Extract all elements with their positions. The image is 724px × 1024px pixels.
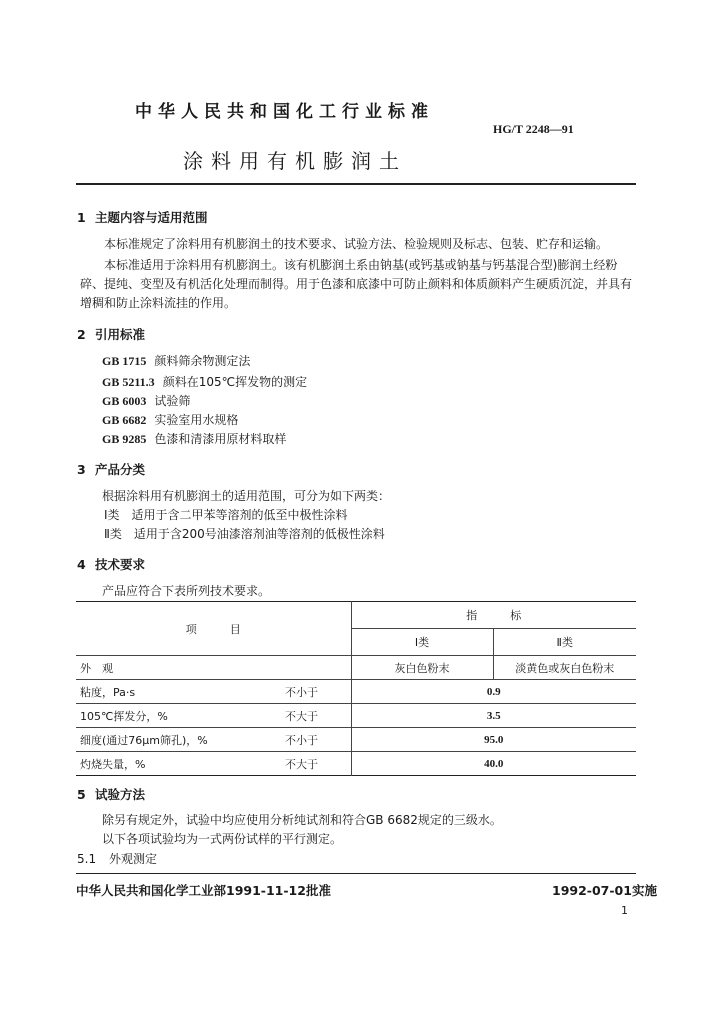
page-number: 1 [621,904,628,917]
row-item: 灼烧失量，% [76,752,281,776]
row-condition: 不大于 [281,752,351,776]
section-2-heading [77,325,145,343]
section-4-heading [77,555,145,573]
row-value: 40.0 [351,752,636,776]
section-title: 试验方法 [95,787,146,802]
row-value: 95.0 [351,728,636,752]
row-condition: 不大于 [281,704,351,728]
header-class-2: Ⅱ类 [493,629,636,656]
row-item: 外 观 [76,656,351,680]
row-value-class-2: 淡黄色或灰白色粉末 [493,656,636,680]
subsection-title: 外观测定 [109,852,158,866]
technical-requirements-table [76,601,636,776]
subsection-5-1-heading [77,850,157,867]
reference-item: GB 5211.3 颜料在105℃挥发物的测定 [102,375,308,389]
header-class-1: Ⅰ类 [351,629,493,656]
row-condition: 不小于 [281,728,351,752]
row-item: 粘度，Pa·s [76,680,281,704]
section-number: 2 [77,327,86,342]
section-number: 4 [77,557,86,572]
row-value: 3.5 [351,704,636,728]
table-row [76,656,636,680]
implementation-date: 1992-07-01实施 [552,883,657,898]
table-row [76,752,636,776]
section-number: 3 [77,462,86,477]
section-number: 1 [77,210,86,225]
section-title: 主题内容与适用范围 [95,210,208,225]
row-item: 105℃挥发分，% [76,704,281,728]
reference-item: GB 1715 颜料筛余物测定法 [102,354,251,368]
reference-item: GB 9285 色漆和清漆用原材料取样 [102,432,287,446]
footer-divider [76,873,636,874]
table-row [76,704,636,728]
section-3-heading [77,460,145,478]
section-1-heading [77,208,208,226]
requirements-intro: 产品应符合下表所列技术要求。 [102,584,271,598]
classification-intro: 根据涂料用有机膨润土的适用范围，可分为如下两类： [102,489,391,503]
section-5-paragraph-2: 以下各项试验均为一式两份试样的平行测定。 [102,832,343,846]
table-row [76,728,636,752]
subsection-number: 5.1 [77,852,97,866]
section-title: 技术要求 [95,557,146,572]
header-index: 指 标 [351,602,636,629]
section-1-paragraph-2: 本标准适用于涂料用有机膨润土。该有机膨润土系由钠基(或钙基或钠基与钙基混合型)膨润土经粉碎、提纯、变型及有机活化处理而制得。用于色漆和底漆中可防止颜料和体质颜料产生硬质沉淀，并具有增稠和防止涂料流挂的作用。 [80,258,633,310]
approval-note: 中华人民共和国化学工业部1991-11-12批准 [76,883,331,898]
header-divider [76,183,636,185]
table-row [76,680,636,704]
row-value: 0.9 [351,680,636,704]
section-1-paragraph-1: 本标准规定了涂料用有机膨润土的技术要求、试验方法、检验规则及标志、包装、贮存和运输。 [104,237,609,251]
header-item: 项 目 [185,622,241,636]
row-item: 细度(通过76μm筛孔)，% [76,728,281,752]
reference-item: GB 6003 试验筛 [102,394,191,408]
table-header-row [76,602,636,629]
document-title: 涂料用有机膨润土 [183,149,407,173]
standard-code: HG/T 2248—91 [493,122,574,136]
section-title: 引用标准 [95,327,146,342]
section-5-paragraph-1: 除另有规定外，试验中均应使用分析纯试剂和符合GB 6682规定的三级水。 [102,813,502,827]
classification-class-2: Ⅱ类 适用于含200号油漆溶剂油等溶剂的低极性涂料 [104,527,385,541]
reference-item: GB 6682 实验室用水规格 [102,413,239,427]
section-title: 产品分类 [95,462,146,477]
section-5-heading [77,785,145,803]
row-value-class-1: 灰白色粉末 [351,656,493,680]
row-condition: 不小于 [281,680,351,704]
standard-title: 中华人民共和国化工行业标准 [135,102,434,122]
section-number: 5 [77,787,86,802]
classification-class-1: Ⅰ类 适用于含二甲苯等溶剂的低至中极性涂料 [104,508,348,522]
